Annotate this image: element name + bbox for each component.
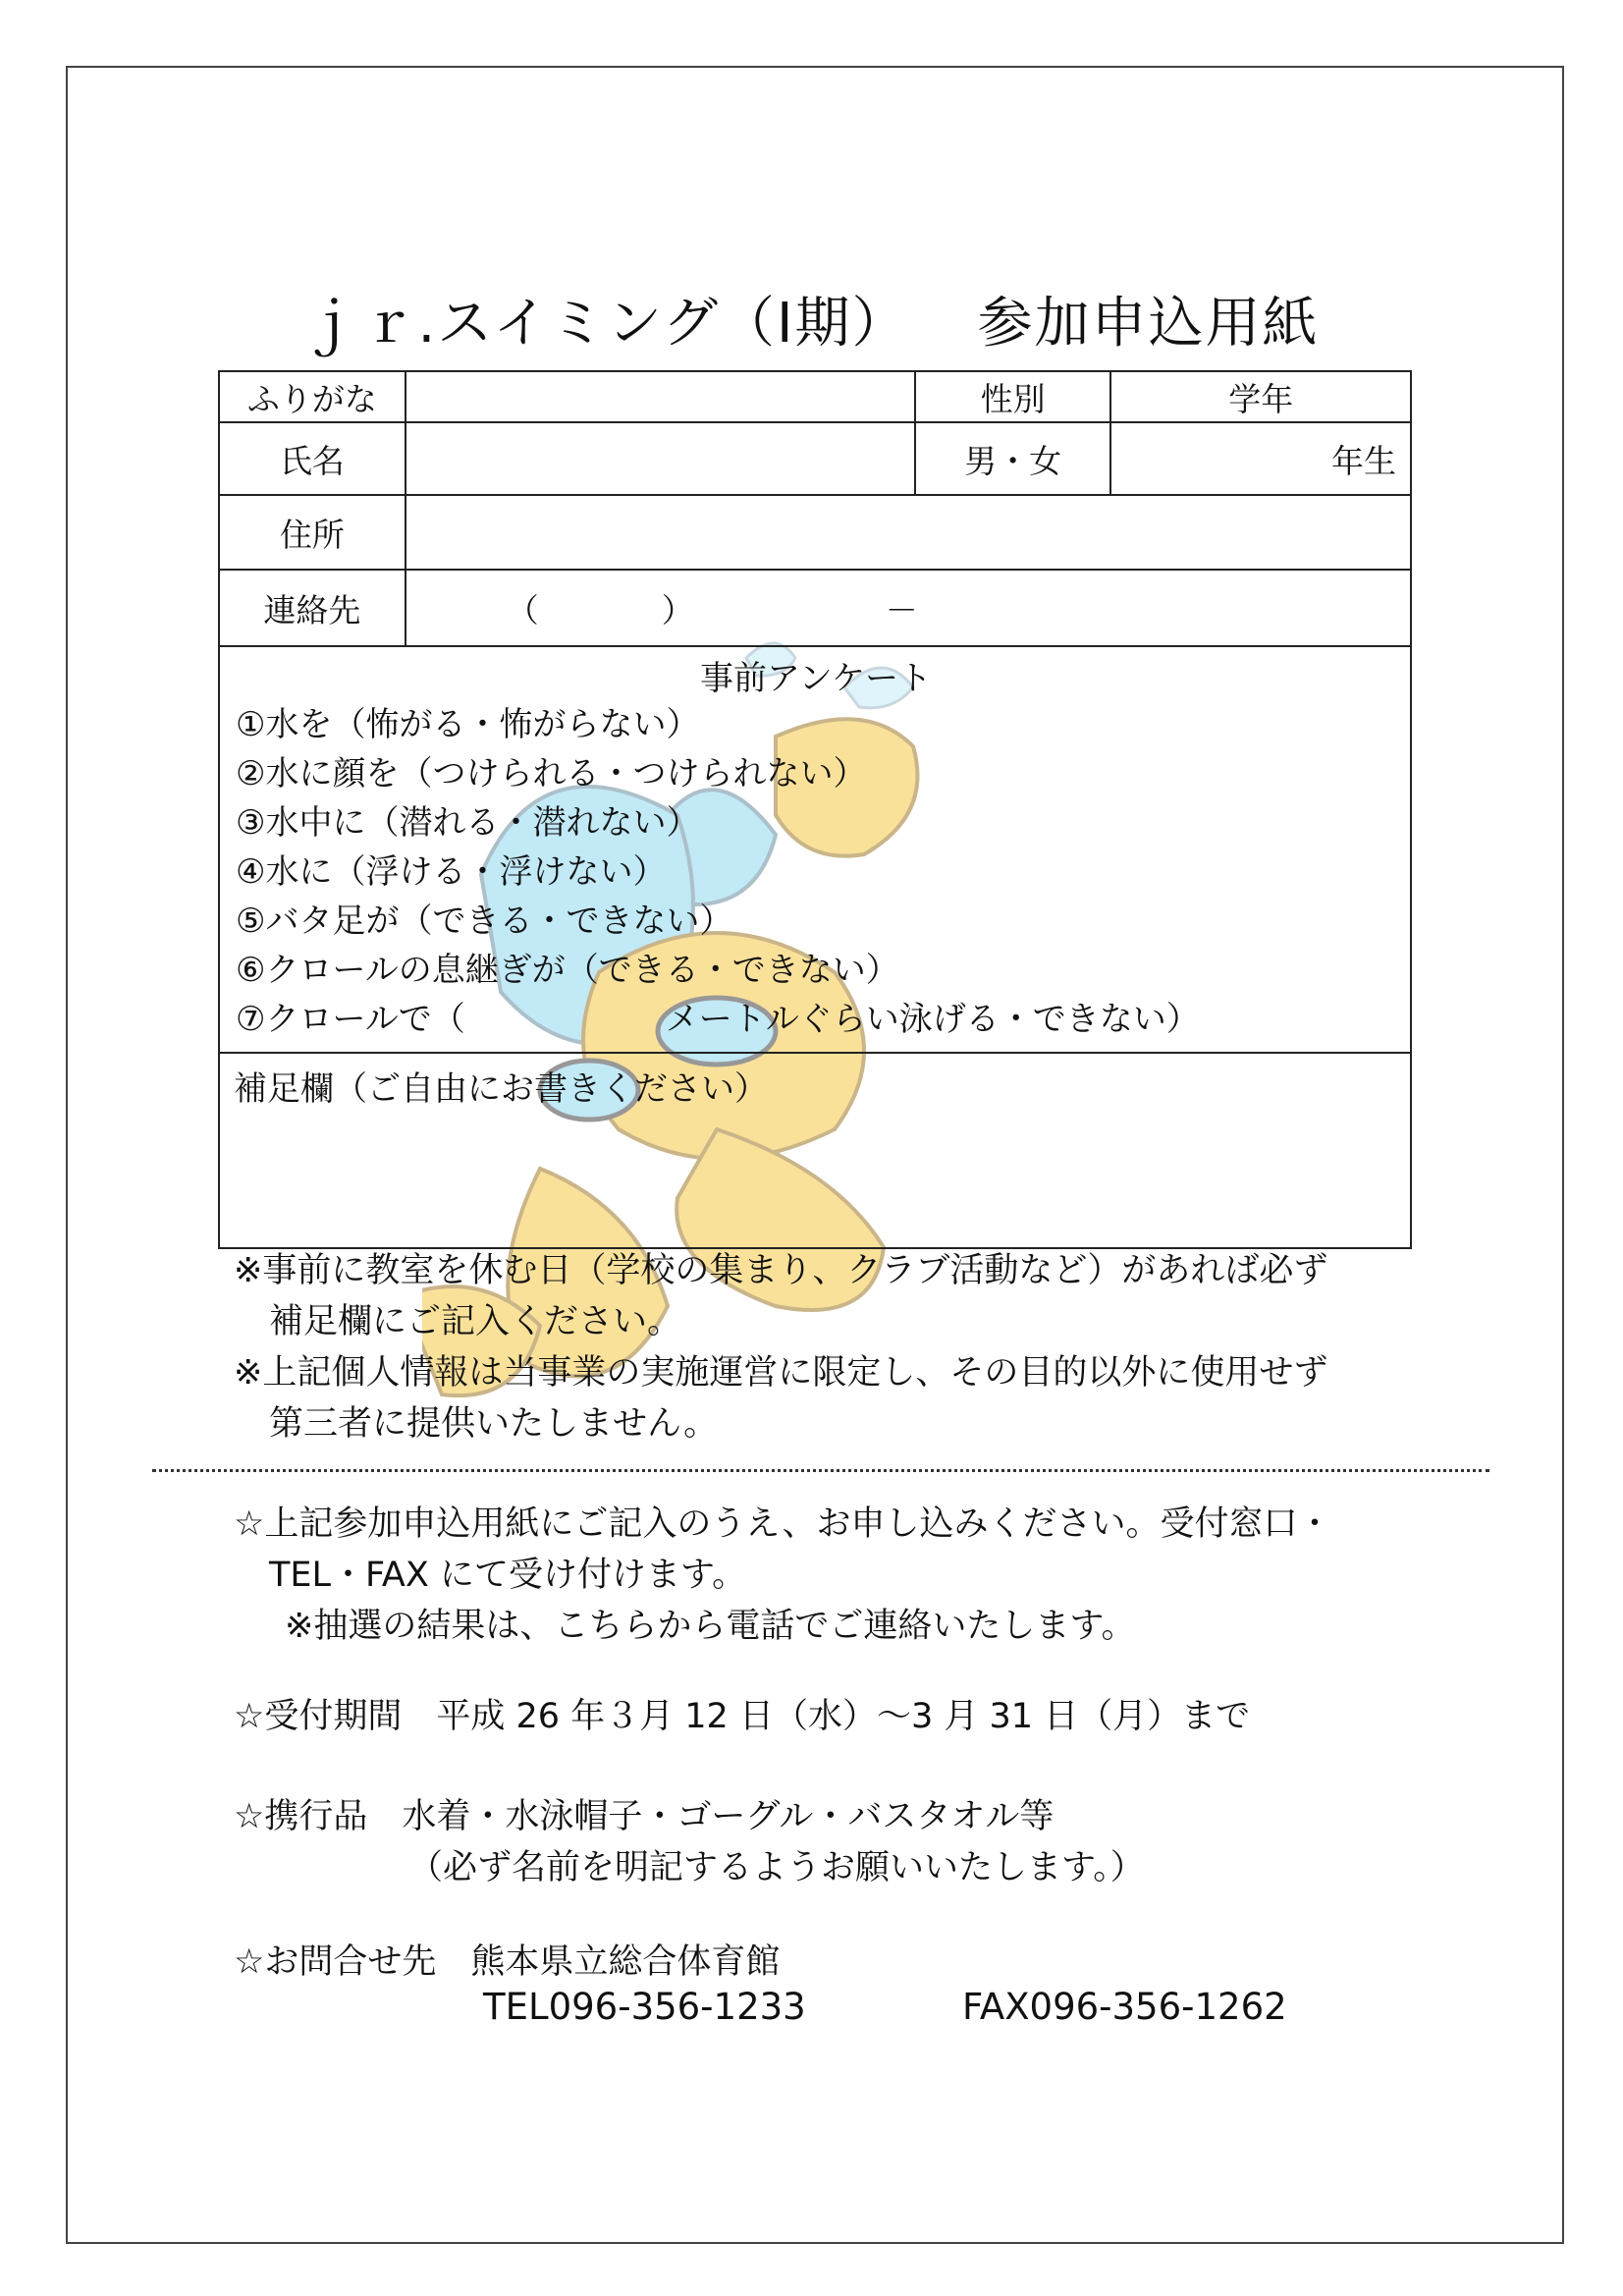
items-to-bring	[234, 1791, 1145, 1893]
survey-item[interactable]: ⑦クロールで（ メートルぐらい泳げる・できない）	[236, 1000, 1200, 1039]
note-absence-cont: 補足欄にご記入ください。	[269, 1302, 682, 1341]
remarks-label: 補足欄（ご自由にお書きください）	[234, 1069, 768, 1109]
contact-input-cell[interactable]	[406, 570, 1411, 646]
furigana-input-cell[interactable]	[406, 371, 915, 422]
survey-item[interactable]: ②水に顔を（つけられる・つけられない）	[236, 754, 867, 793]
items-note: （必ず名前を明記するようお願いいたします。）	[408, 1848, 1145, 1887]
gender-label: 性別	[915, 371, 1111, 422]
survey-item[interactable]: ⑤バタ足が（できる・できない）	[236, 902, 733, 941]
survey-title: 事前アンケート	[700, 659, 932, 698]
title-sub: 参加申込用紙	[977, 292, 1320, 355]
remarks-field[interactable]	[219, 1053, 1411, 1248]
grade-label: 学年	[1110, 371, 1411, 422]
name-label: 氏名	[219, 422, 406, 495]
application-info	[234, 1499, 1331, 1652]
apply-instruction: ☆上記参加申込用紙にご記入のうえ、お申し込みください。受付窓口・	[234, 1504, 1332, 1544]
reception-period: ☆受付期間 平成 26 年３月 12 日（水）～3 月 31 日（月）まで	[234, 1697, 1251, 1736]
note-absence: ※事前に教室を休む日（学校の集まり、クラブ活動など）があれば必ず	[234, 1251, 1328, 1290]
survey-item[interactable]: ⑥クロールの息継ぎが（できる・できない）	[236, 951, 899, 990]
grade-suffix: 年生	[1331, 441, 1396, 480]
apply-instruction-cont: TEL・FAX にて受け付けます。	[269, 1556, 747, 1595]
form-notes	[234, 1245, 1327, 1449]
items-list: ☆携行品 水着・水泳帽子・ゴーグル・バスタオル等	[234, 1797, 1055, 1836]
contact-paren-close: ）	[661, 590, 694, 629]
title-main: ｊｒ.スイミング（Ⅰ期）	[303, 292, 909, 355]
inquiry-contact: ☆お問合せ先 熊本県立総合体育館	[234, 1942, 781, 1982]
contact-label: 連絡先	[219, 570, 406, 646]
survey-section	[219, 646, 1411, 1053]
lottery-note: ※抽選の結果は、こちらから電話でご連絡いたします。	[285, 1607, 1136, 1646]
application-form-table	[218, 370, 1412, 1249]
note-privacy-cont: 第三者に提供いたしません。	[269, 1404, 719, 1444]
furigana-label: ふりがな	[219, 371, 406, 422]
contact-paren-open: （	[506, 590, 539, 629]
contact-dash: －	[885, 590, 918, 629]
form-title	[0, 280, 1623, 358]
address-label: 住所	[219, 495, 406, 570]
fax-number: FAX096-356-1262	[962, 1986, 1287, 2028]
name-input-cell[interactable]	[406, 422, 915, 495]
survey-item[interactable]: ③水中に（潜れる・潜れない）	[236, 803, 700, 843]
address-input-cell[interactable]	[406, 495, 1411, 570]
grade-input-cell[interactable]	[1110, 422, 1411, 495]
survey-item[interactable]: ④水に（浮ける・浮けない）	[236, 852, 667, 892]
survey-item[interactable]: ①水を（怖がる・怖がらない）	[236, 705, 700, 744]
tel-number: TEL096-356-1233	[483, 1986, 806, 2028]
gender-options[interactable]: 男・女	[915, 422, 1111, 495]
cut-line-divider	[152, 1469, 1489, 1472]
note-privacy: ※上記個人情報は当事業の実施運営に限定し、その目的以外に使用せず	[234, 1353, 1328, 1393]
